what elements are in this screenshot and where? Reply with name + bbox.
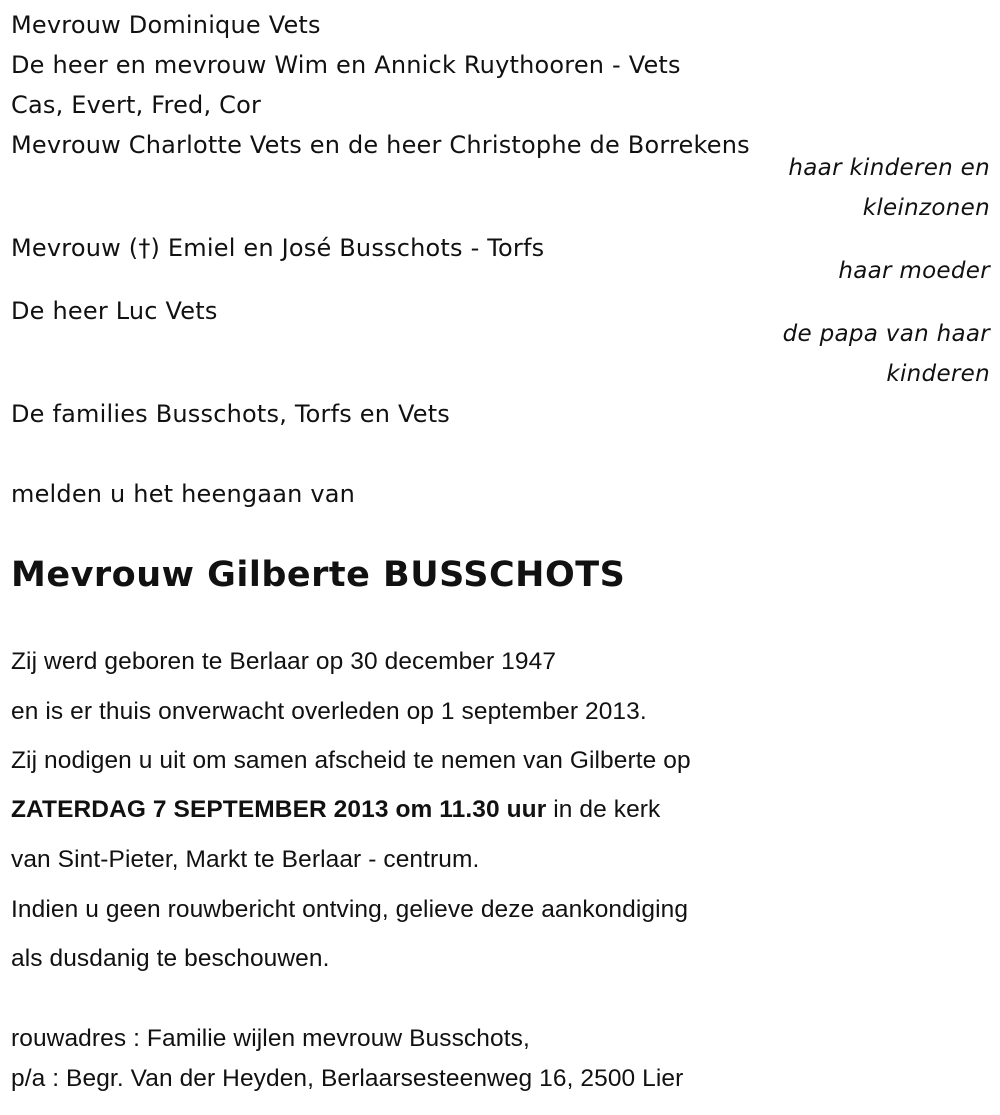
notice-line-2: als dusdanig te beschouwen.: [11, 945, 330, 972]
address-line-2: p/a : Begr. Van der Heyden, Berlaarsesteenweg 16, 2500 Lier: [11, 1065, 684, 1092]
service-place-1: in de kerk: [546, 796, 661, 823]
family-line-4: Mevrouw Charlotte Vets en de heer Christophe de Borrekens: [11, 131, 750, 159]
died-line: en is er thuis onverwacht overleden op 1 september 2013.: [11, 698, 647, 725]
service-datetime: ZATERDAG 7 SEPTEMBER 2013 om 11.30 uur: [11, 796, 547, 823]
children-relation-1: haar kinderen en: [788, 155, 990, 181]
family-line-2: De heer en mevrouw Wim en Annick Ruythooren - Vets: [11, 51, 681, 79]
mother-relation: haar moeder: [838, 258, 990, 284]
born-line: Zij werd geboren te Berlaar op 30 december 1947: [11, 648, 557, 675]
families-line: De families Busschots, Torfs en Vets: [11, 400, 451, 428]
father-line: De heer Luc Vets: [11, 297, 218, 325]
deceased-name: Mevrouw Gilberte BUSSCHOTS: [11, 555, 626, 595]
mother-line: Mevrouw (†) Emiel en José Busschots - Torfs: [11, 234, 545, 262]
father-relation-1: de papa van haar: [782, 321, 990, 347]
family-line-1: Mevrouw Dominique Vets: [11, 11, 321, 39]
children-relation-2: kleinzonen: [862, 195, 990, 221]
father-relation-2: kinderen: [886, 361, 990, 387]
service-place-line: van Sint-Pieter, Markt te Berlaar - centrum.: [11, 846, 480, 873]
announce-line: melden u het heengaan van: [11, 480, 356, 508]
service-line: [11, 794, 660, 826]
notice-line-1: Indien u geen rouwbericht ontving, gelieve deze aankondiging: [11, 896, 689, 923]
family-line-3: Cas, Evert, Fred, Cor: [11, 91, 262, 119]
address-line-1: rouwadres : Familie wijlen mevrouw Busschots,: [11, 1025, 530, 1052]
invite-line: Zij nodigen u uit om samen afscheid te nemen van Gilberte op: [11, 747, 691, 774]
